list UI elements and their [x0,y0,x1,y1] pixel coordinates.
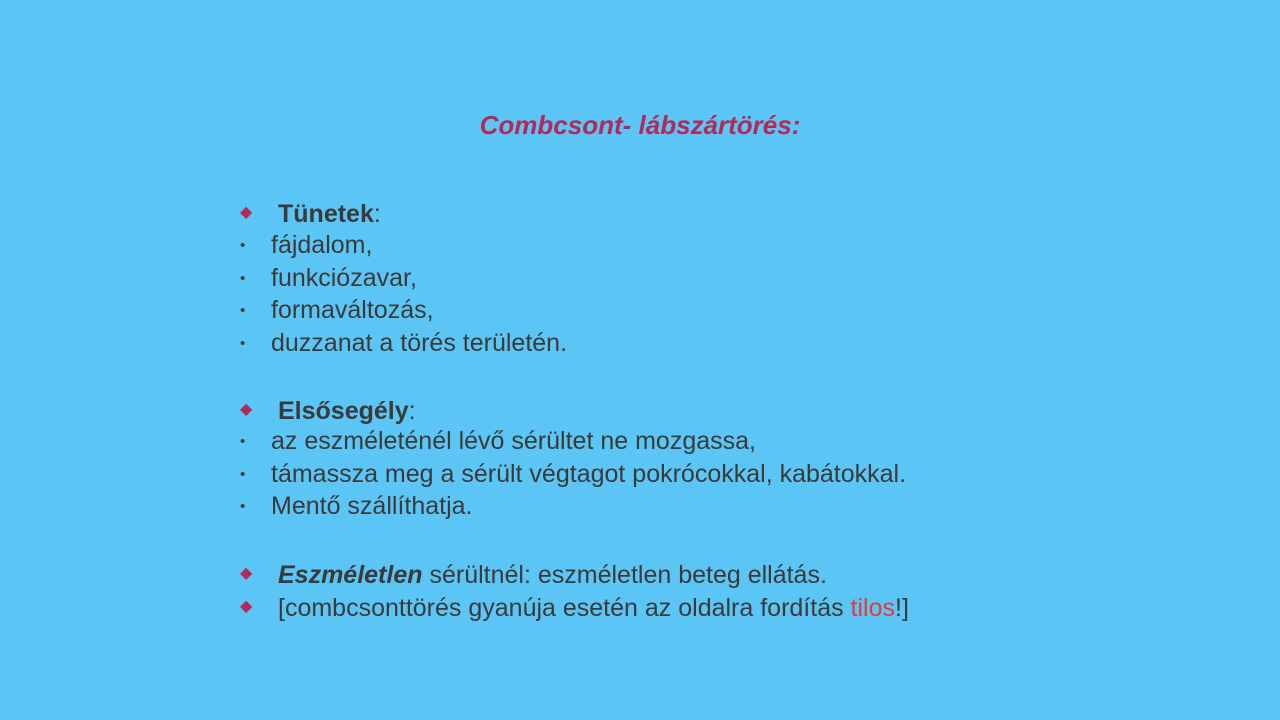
warning-text-before: [combcsonttörés gyanúja esetén az oldalra fordítás [278,594,851,622]
list-item [240,295,434,326]
symptoms-label: Tünetek [278,200,374,228]
firstaid-label: Elsősegély [278,397,409,425]
list-item [240,491,473,522]
firstaid-heading [240,394,416,427]
list-item [240,426,756,457]
warning-text-after: !] [895,594,909,622]
firstaid-text: támassza meg a sérült végtagot pokrócokkal, kabátokkal. [271,460,907,488]
symptom-text: funkciózavar, [271,264,417,292]
dot-bullet-icon: • [240,335,246,352]
list-item [240,459,906,490]
symptom-text: formaváltozás, [271,296,434,324]
warning-line [240,591,909,624]
diamond-bullet-icon: ◆ [240,598,253,615]
firstaid-colon: : [408,397,416,425]
firstaid-text: az eszméleténél lévő sérültet ne mozgassa, [271,427,756,455]
dot-bullet-icon: • [240,498,246,515]
slide-title: Combcsont- lábszártörés: [479,110,801,140]
firstaid-text: Mentő szállíthatja. [271,492,473,520]
dot-bullet-icon: • [240,302,246,319]
unconscious-text: sérültnél: eszméletlen beteg ellátás. [422,561,827,589]
diamond-bullet-icon: ◆ [240,565,253,582]
symptoms-colon: : [373,200,381,228]
unconscious-label: Eszméletlen [278,561,423,589]
dot-bullet-icon: • [240,270,246,287]
dot-bullet-icon: • [240,433,246,450]
list-item [240,328,567,359]
diamond-bullet-icon: ◆ [240,204,253,221]
symptoms-heading [240,197,381,230]
diamond-bullet-icon: ◆ [240,401,253,418]
warning-highlight: tilos [850,594,896,622]
symptom-text: duzzanat a törés területén. [271,329,568,357]
list-item [240,263,417,294]
dot-bullet-icon: • [240,237,246,254]
list-item [240,230,372,261]
dot-bullet-icon: • [240,466,246,483]
unconscious-line [240,558,827,591]
symptom-text: fájdalom, [271,231,373,259]
